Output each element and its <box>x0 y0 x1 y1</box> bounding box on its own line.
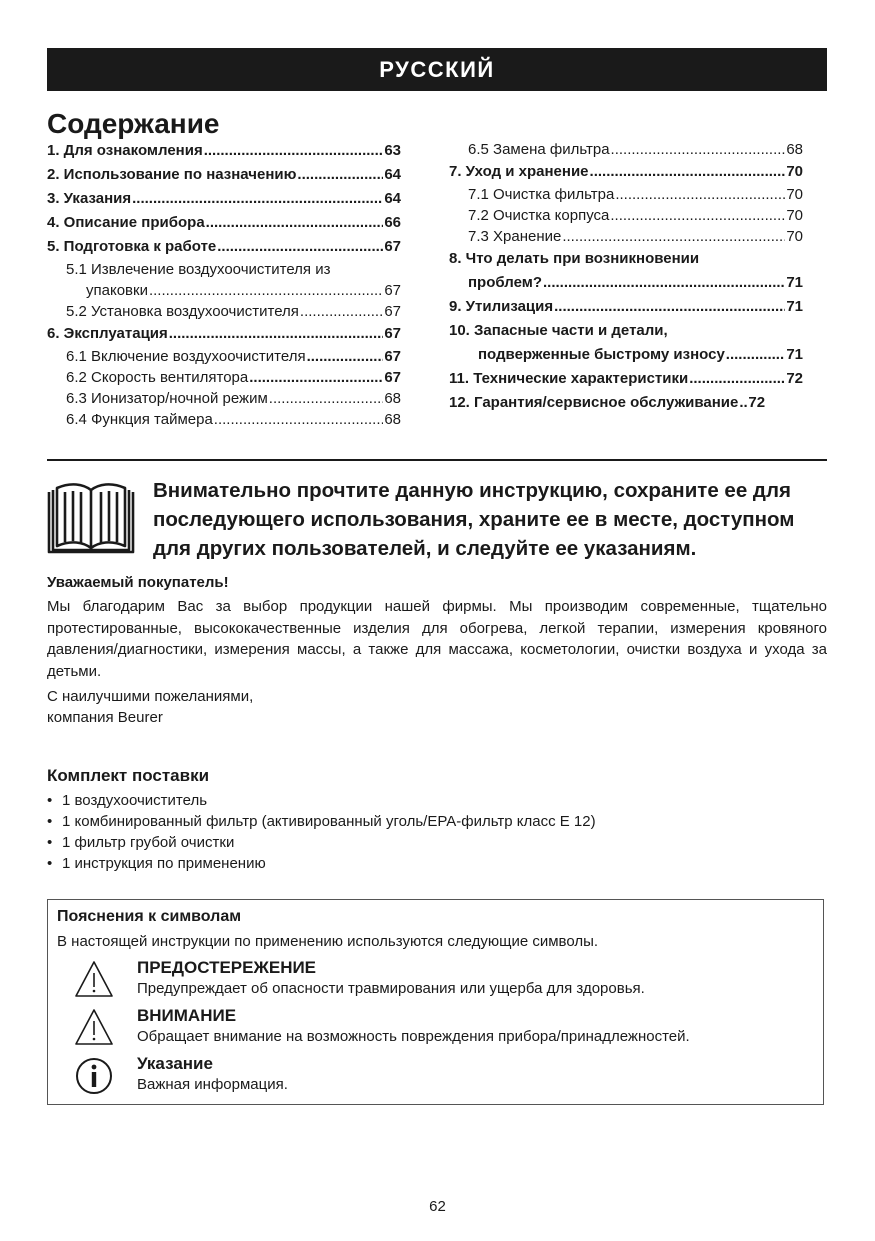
symbol-description: Обращает внимание на возможность повреждения прибора/принадлежностей. <box>137 1028 690 1045</box>
kit-title: Комплект поставки <box>47 766 210 785</box>
regards <box>47 686 253 728</box>
toc-entry[interactable]: 6.4 Функция таймера ..... 68 <box>47 409 401 430</box>
toc-entry[interactable]: 7.3 Хранение ..... 70 <box>449 226 803 247</box>
company-name: компания Beurer <box>47 709 163 726</box>
read-instructions-notice: Внимательно прочтите данную инструкцию, сохраните ее для последующего использования, храните ее в месте, доступном для других пользователей, и следуйте ее указаниям. <box>153 479 795 560</box>
toc-entry[interactable]: 6. Эксплуатация ..... 67 <box>47 322 401 346</box>
page-number: 62 <box>429 1198 446 1215</box>
symbols-intro: В настоящей инструкции по применению используются следующие символы. <box>57 933 599 950</box>
info-circle-icon <box>74 1055 114 1095</box>
toc-column-left <box>47 139 401 430</box>
toc-entry[interactable]: 6.3 Ионизатор/ночной режим ..... 68 <box>47 388 401 409</box>
toc-entry[interactable]: 5.2 Установка воздухоочистителя ..... 67 <box>47 301 401 322</box>
toc-entry[interactable]: 7.2 Очистка корпуса ..... 70 <box>449 205 803 226</box>
intro-paragraph: Мы благодарим Вас за выбор продукции нашей фирмы. Мы производим современные, тщательно протестированные, высококачественные изделия для обогрева, легкой терапии, измерения кровяного давления/диагностики, измерения массы, а также для массажа, косметологии, очистки воздуха и ухода за детьми. <box>47 598 827 680</box>
toc-entry[interactable]: проблем? ..... 71 <box>449 271 803 295</box>
symbols-legend-box <box>47 899 824 1105</box>
symbol-entry-note <box>48 1053 818 1101</box>
toc-entry-line1: 10. Запасные части и детали, <box>449 322 668 339</box>
symbols-title: Пояснения к символам <box>57 908 242 925</box>
toc-entry[interactable]: подверженные быстрому износу ..... 71 <box>449 343 803 367</box>
toc-entry[interactable]: 5. Подготовка к работе ..... 67 <box>47 235 401 259</box>
toc-entry[interactable]: 11. Технические характеристики ..... 72 <box>449 367 803 391</box>
toc-entry[interactable]: 2. Использование по назначению ..... 64 <box>47 163 401 187</box>
toc-title: Содержание <box>47 108 220 139</box>
toc-entry[interactable]: 6.5 Замена фильтра ..... 68 <box>449 139 803 160</box>
toc-entry[interactable]: упаковки ..... 67 <box>47 280 401 301</box>
symbol-heading: ВНИМАНИЕ <box>137 1006 237 1025</box>
symbol-heading: Указание <box>137 1054 213 1073</box>
toc-entry[interactable]: 3. Указания ..... 64 <box>47 187 401 211</box>
warning-triangle-icon <box>74 959 114 999</box>
symbol-description: Предупреждает об опасности травмирования или ущерба для здоровья. <box>137 980 645 997</box>
warning-triangle-icon <box>74 1007 114 1047</box>
toc-entry[interactable]: 9. Утилизация ..... 71 <box>449 295 803 319</box>
symbol-description: Важная информация. <box>137 1076 288 1093</box>
language-label: РУССКИЙ <box>379 56 495 82</box>
regards-line: С наилучшими пожеланиями, <box>47 688 254 705</box>
toc-entry[interactable]: 4. Описание прибора ..... 66 <box>47 211 401 235</box>
toc-entry[interactable]: 6.2 Скорость вентилятора ..... 67 <box>47 367 401 388</box>
symbol-entry-warning <box>48 957 818 1005</box>
section-divider <box>47 459 827 461</box>
toc-column-right <box>449 139 803 415</box>
toc-entry[interactable]: 7. Уход и хранение ..... 70 <box>449 160 803 184</box>
kit-list <box>47 790 596 874</box>
list-item: • 1 комбинированный фильтр (активированный уголь/EPA-фильтр класс E 12) <box>47 811 596 832</box>
symbol-heading: ПРЕДОСТЕРЕЖЕНИЕ <box>137 958 317 977</box>
list-item: • 1 воздухоочиститель <box>47 790 596 811</box>
toc-entry[interactable]: 7.1 Очистка фильтра ..... 70 <box>449 184 803 205</box>
language-header <box>47 48 827 91</box>
greeting-title: Уважаемый покупатель! <box>47 574 229 591</box>
toc-entry[interactable]: 6.1 Включение воздухоочистителя ..... 67 <box>47 346 401 367</box>
list-item: • 1 инструкция по применению <box>47 853 596 874</box>
list-item: • 1 фильтр грубой очистки <box>47 832 596 853</box>
toc-entry[interactable]: 1. Для ознакомления ..... 63 <box>47 139 401 163</box>
toc-entry[interactable]: 12. Гарантия/сервисное обслуживание ..... 72 <box>449 391 803 415</box>
open-book-icon <box>47 478 135 554</box>
toc-entry-line1: 5.1 Извлечение воздухоочистителя из <box>66 261 331 278</box>
symbol-entry-caution <box>48 1005 818 1053</box>
toc-entry-line1: 8. Что делать при возникновении <box>449 250 700 267</box>
